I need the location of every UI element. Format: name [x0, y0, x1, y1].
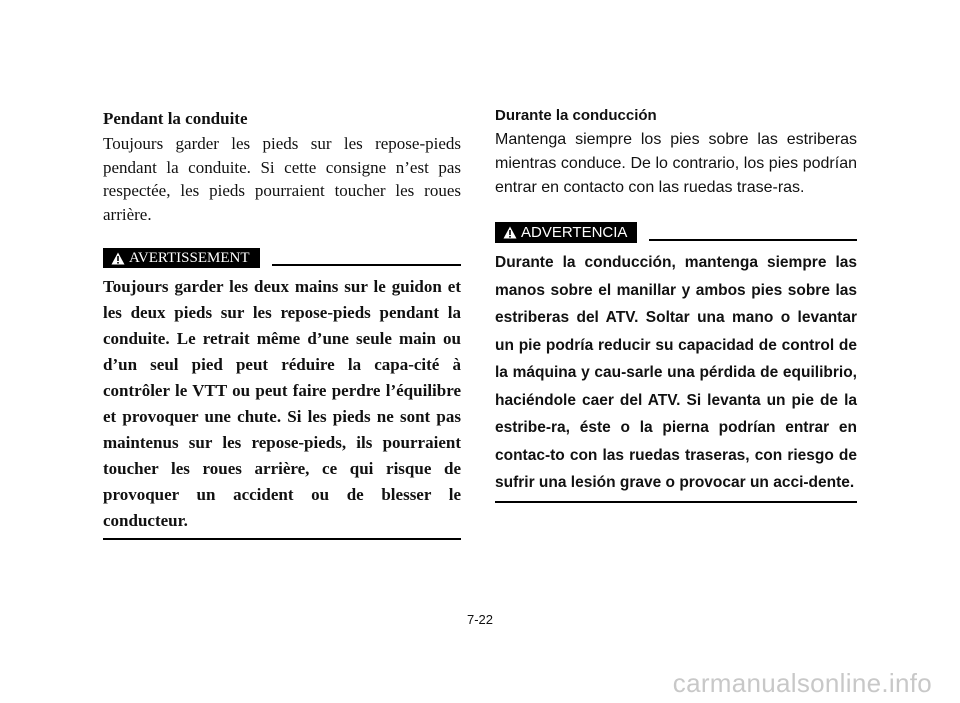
warning-header: [103, 248, 461, 268]
warning-header: [495, 222, 857, 243]
warning-triangle-icon: [503, 226, 517, 239]
warning-label: AVERTISSEMENT: [129, 249, 250, 266]
section-heading: Durante la conducción: [495, 107, 657, 124]
page-number: 7-22: [466, 612, 494, 627]
section-paragraph: Toujours garder les pieds sur les repose-pieds pendant la conduite. Si cette consigne n’est pas respectée, les pieds pourraient toucher les roues arrière.: [103, 134, 461, 224]
warning-rule: [649, 239, 857, 241]
section-heading: Pendant la conduite: [103, 109, 248, 128]
spanish-column: [495, 106, 857, 503]
section-paragraph: Mantenga siempre los pies sobre las estriberas mientras conduce. De lo contrario, los pies podrían entrar en contacto con las ruedas trase-ras.: [495, 131, 857, 196]
warning-triangle-icon: [111, 252, 125, 265]
french-column: [103, 108, 461, 540]
warning-label: ADVERTENCIA: [521, 224, 628, 241]
warning-text: Durante la conducción, mantenga siempre las manos sobre el manillar y ambos pies sobre las estriberas del ATV. Soltar una mano o levantar un pie podría reducir su capacidad de control de la máquina y cau-sarle una pérdida de equilibrio, haciéndole caer del ATV. Si levanta un pie de la estribe-ra, éste o la pierna podrían entrar en contac-to con las ruedas traseras, con riesgo de sufrir una lesión grave o provocar un acci-dente.: [495, 254, 857, 491]
warning-badge: [103, 248, 260, 268]
warning-end-rule: [495, 501, 857, 503]
warning-badge: [495, 222, 637, 243]
watermark: carmanualsonline.info: [672, 668, 932, 698]
warning-end-rule: [103, 538, 461, 540]
warning-text: Toujours garder les deux mains sur le guidon et les deux pieds sur les repose-pieds pendant la conduite. Le retrait même d’une seule main ou d’un seul pied peut réduire la capa-cité à contrôler le VTT ou peut faire perdre l’équilibre et provoquer une chute. Si les pieds ne sont pas maintenus sur les repose-pieds, ils pourraient toucher les roues arrière, ce qui risque de provoquer un accident ou de blesser le conducteur.: [103, 277, 461, 530]
warning-rule: [272, 264, 462, 266]
